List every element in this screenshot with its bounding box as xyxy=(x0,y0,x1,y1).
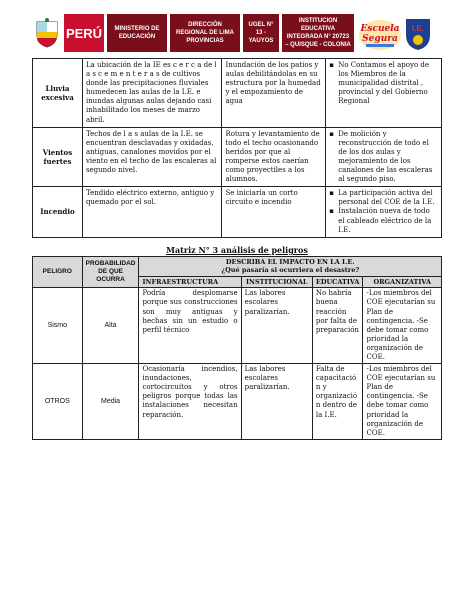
hazard-name: OTROS xyxy=(33,364,83,440)
impact-question: ¿Qué pasaría si ocurriera el desastre? xyxy=(221,266,360,275)
col-header-infraestructura: INFRAESTRUCTURA xyxy=(139,276,241,287)
risk-actions xyxy=(326,127,442,187)
impact-organizativa: -Los miembros del COE ejecutarían su Plan de contingencia. -Se debe tomar como prioridad la organización de COE. xyxy=(363,364,442,440)
risk-action-item: La participación activa del personal del COE de la I.E. xyxy=(338,189,435,207)
table-header-row xyxy=(33,257,442,277)
logo-ie-text: I.E. xyxy=(411,24,425,33)
table-row xyxy=(33,187,442,237)
ie-shield-icon xyxy=(404,14,432,52)
col-header-organizativa: ORGANIZATIVA xyxy=(363,276,442,287)
logo-text-segura: Segura xyxy=(362,34,398,44)
impact-title: DESCRIBA EL IMPACTO EN LA I.E. xyxy=(225,258,355,266)
risk-description: Tendido eléctrico externo, antiguo y quemado por el sol. xyxy=(82,187,222,237)
risk-action-item: No Contamos el apoyo de los Miembros de la municipalidad distrital , provincial y del Gobierno Regional xyxy=(338,61,430,106)
risk-consequence: Rotura y levantamiento de todo el techo ocasionando heridos por que al romperse estos caerían como proyectiles a los alumnos. xyxy=(222,127,326,187)
risk-consequence: Inundación de los patios y aulas debilitándolas en su estructura por la humedad y el empozamiento de agua xyxy=(222,59,326,128)
hazard-probability: Alta xyxy=(82,288,139,364)
col-header-impacto xyxy=(139,257,442,277)
impact-infraestructura: Podría desplomarse porque sus construcciones son muy antiguas y hechas sin un estudio o perfil técnico xyxy=(139,288,241,364)
table-row xyxy=(33,288,442,364)
hazard-probability: Media xyxy=(82,364,139,440)
risk-action-item: Instalación nueva de todo el cableado eléctrico de la I.E. xyxy=(338,207,432,234)
logo-text-escuela: Escuela xyxy=(360,24,400,34)
risk-label: Vientos fuertes xyxy=(33,127,83,187)
impact-organizativa: -Los miembros del COE ejecutarían su Plan de contingencia. -Se debe tomar como prioridad la organización de COE. xyxy=(363,288,442,364)
risk-label: Lluvia excesiva xyxy=(33,59,83,128)
table-row xyxy=(33,127,442,187)
ministry-label: MINISTERIO DE EDUCACIÓN xyxy=(107,14,167,52)
document-header xyxy=(32,14,442,52)
risk-consequence: Se iniciaría un corto circuito e incendio xyxy=(222,187,326,237)
bullet-icon: ▪ xyxy=(329,189,334,198)
risk-action-item: De molición y reconstrucción de todo el de los dos aulas y mejoramiento de los canalones de las escaleras al segundo piso. xyxy=(338,129,433,184)
col-header-educativa: EDUCATIVA xyxy=(312,276,363,287)
impact-educativa: Falta de capacitació n y organizació n dentro de la I.E. xyxy=(312,364,363,440)
risk-description: La ubicación de la IE es c e r c a de l a s c e m e n t e r a s de cultivos donde las precipitaciones fluviales humedecen las aulas de la I.E. e inundas algunas aulas dejando casi inhabilitado los meses de marzo abril. xyxy=(82,59,222,128)
matrix-title: Matriz N° 3 análisis de peligros xyxy=(166,245,308,255)
risk-actions xyxy=(326,59,442,128)
hazard-matrix-table xyxy=(32,256,442,440)
impact-educativa: No habría buena reacción por falta de preparación xyxy=(312,288,363,364)
bullet-icon: ▪ xyxy=(329,129,334,138)
col-header-probabilidad: PROBABILIDAD DE QUE OCURRA xyxy=(82,257,139,288)
impact-institucional: Las labores escolares paralizarían. xyxy=(241,288,312,364)
impact-infraestructura: Ocasionaría incendios, inundaciones, cortocircuitos y otros peligros porque todas las instalaciones necesitan reparación. xyxy=(139,364,241,440)
risk-actions xyxy=(326,187,442,237)
impact-institucional: Las labores escolares paralizarían. xyxy=(241,364,312,440)
risk-label: Incendio xyxy=(33,187,83,237)
regional-direction-label: DIRECCIÓN REGIONAL DE LIMA PROVINCIAS xyxy=(170,14,240,52)
national-shield-icon xyxy=(32,14,62,52)
table-row xyxy=(33,364,442,440)
risk-description: Techos de l a s aulas de la I.E. se encuentran desclavadas y oxidadas, antiguas, canalones movidos por el viento en el techo de las escaleras al segundo nivel. xyxy=(82,127,222,187)
col-header-institucional: INSTITUCIONAL xyxy=(241,276,312,287)
risks-table xyxy=(32,58,442,238)
ugel-label: UGEL N° 13 - YAUYOS xyxy=(243,14,279,52)
institution-label: INSTITUCION EDUCATIVA INTEGRADA N° 20723 – QUISQUE - COLONIA xyxy=(282,14,354,52)
escuela-segura-logo xyxy=(358,14,402,52)
bullet-icon: ▪ xyxy=(329,207,334,216)
peru-label: PERÚ xyxy=(64,14,104,52)
col-header-peligro: PELIGRO xyxy=(33,257,83,288)
table-row xyxy=(33,59,442,128)
hazard-name: Sismo xyxy=(33,288,83,364)
bullet-icon: ▪ xyxy=(329,61,334,69)
